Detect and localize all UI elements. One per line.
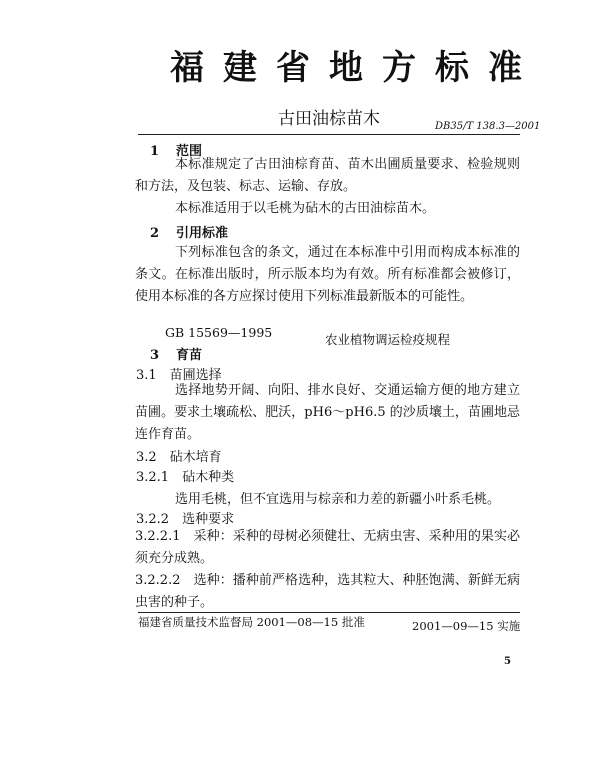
implementation-date: 2001—09—15 实施	[412, 619, 521, 633]
section-1-number: 1	[150, 144, 160, 159]
footer-rule	[138, 612, 520, 613]
section-3-2-2-2-paragraph: 3.2.2.2 选种：播种前严格选种，选其粒大、种胚饱满、新鲜无病虫害的种子。	[135, 573, 520, 610]
section-3-2-1-paragraph: 选用毛桃，但不宜选用与棕亲和力差的新疆小叶系毛桃。	[175, 492, 501, 507]
section-1-paragraph-2: 本标准适用于以毛桃为砧木的古田油棕苗木。	[175, 201, 436, 216]
section-3-number: 3	[150, 348, 160, 363]
section-3-2-2-heading: 3.2.2 选种要求	[136, 512, 235, 527]
section-3-title: 育苗	[176, 348, 203, 363]
reference-standard-title: 农业植物调运检疫规程	[325, 332, 451, 347]
page-number: 5	[504, 656, 511, 667]
section-3-2-2-1-paragraph: 3.2.2.1 采种：采种的母树必须健壮、无病虫害、采种用的果实必须充分成熟。	[135, 529, 520, 566]
section-3-2-heading: 3.2 砧木培育	[136, 450, 222, 465]
section-1-paragraph-1: 本标准规定了古田油棕育苗、苗木出圃质量要求、检验规则和方法，及包装、标志、运输、存放。	[135, 157, 520, 194]
document-title: 福建省地方标准	[170, 48, 541, 88]
header-rule	[138, 134, 520, 135]
section-3-heading	[150, 344, 202, 363]
standard-code: DB35/T 138.3—2001	[435, 121, 541, 132]
section-2-title: 引用标准	[176, 226, 229, 241]
section-3-1-heading: 3.1 苗圃选择	[136, 368, 222, 383]
section-1-title: 范围	[176, 144, 203, 159]
section-2-number: 2	[150, 226, 160, 241]
document-subtitle: 古田油棕苗木	[278, 109, 380, 129]
issued-by-date: 福建省质量技术监督局 2001—08—15 批准	[138, 615, 365, 629]
section-3-2-1-heading: 3.2.1 砧木种类	[136, 470, 235, 485]
section-2-heading	[150, 222, 228, 241]
reference-standard-code: GB 15569—1995	[165, 325, 273, 340]
section-3-1-paragraph: 选择地势开阔、向阳、排水良好、交通运输方便的地方建立苗圃。要求土壤疏松、肥沃，pH6～pH6.5 的沙质壤土，苗圃地忌连作育苗。	[135, 383, 520, 442]
section-2-paragraph-1: 下列标准包含的条文，通过在本标准中引用而构成本标准的条文。在标准出版时，所示版本均为有效。所有标准都会被修订，使用本标准的各方应探讨使用下列标准最新版本的可能性。	[135, 245, 520, 304]
